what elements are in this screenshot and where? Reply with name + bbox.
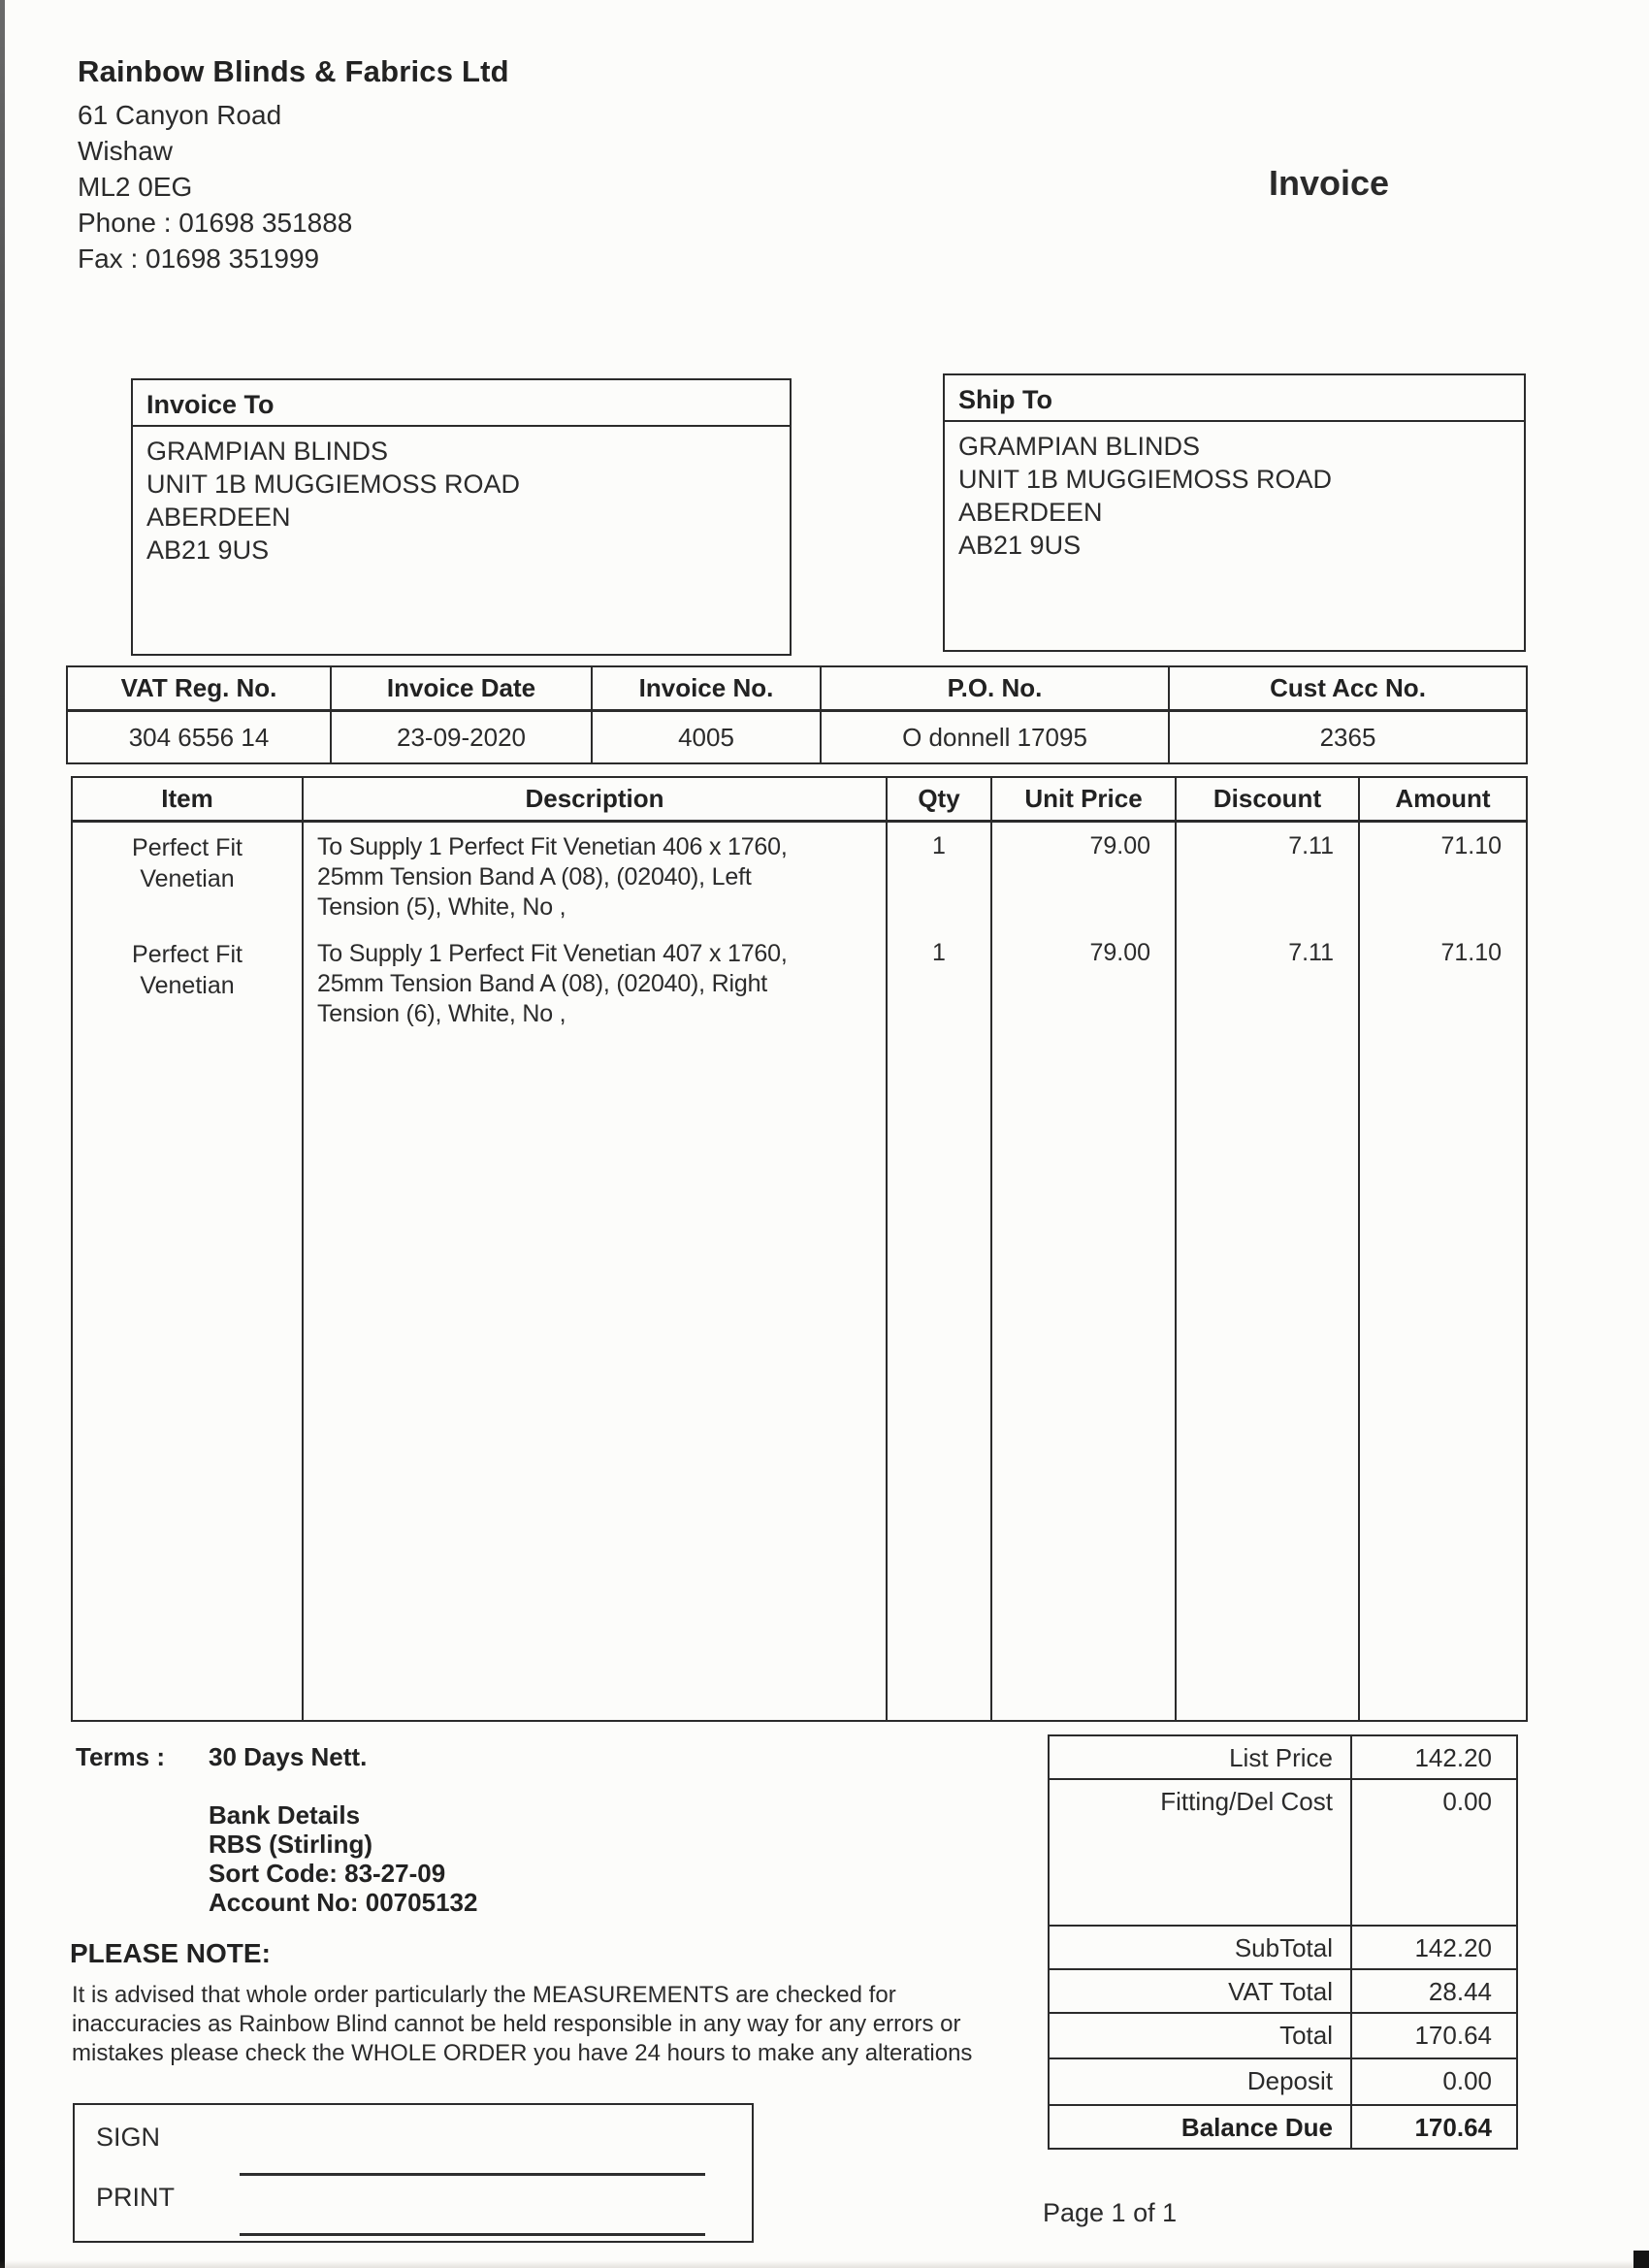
table-row-1-amount: 71.10 [1440, 832, 1502, 859]
totals-value: 0.00 [1442, 2066, 1492, 2095]
meta-value-invoice-no: 4005 [593, 712, 822, 762]
description-line: To Supply 1 Perfect Fit Venetian 406 x 1760, [317, 833, 788, 860]
table-row-2-amount: 71.10 [1440, 939, 1502, 966]
table-row-2-discount: 7.11 [1177, 929, 1360, 1720]
company-address [78, 97, 352, 276]
company-address-line: 61 Canyon Road [78, 100, 282, 130]
items-header-item: Item [73, 778, 304, 823]
totals-label: SubTotal [1050, 1927, 1352, 1968]
company-name: Rainbow Blinds & Fabrics Ltd [78, 54, 509, 88]
totals-table [1048, 1734, 1518, 2150]
bank-details [209, 1800, 477, 1917]
document-title: Invoice [1269, 163, 1390, 203]
company-fax: Fax : 01698 351999 [78, 243, 320, 274]
scan-corner-artifact [1633, 2251, 1649, 2268]
terms-label: Terms : [76, 1742, 165, 1771]
totals-value: 170.64 [1414, 2113, 1492, 2142]
meta-header-cust-acc: Cust Acc No. [1170, 667, 1526, 712]
meta-value-invoice-date: 23-09-2020 [332, 712, 593, 762]
bank-details-heading: Bank Details [209, 1800, 361, 1830]
sign-line [240, 2173, 705, 2176]
totals-label: Balance Due [1050, 2106, 1352, 2148]
items-header-unit-price: Unit Price [992, 778, 1177, 823]
table-row-2-item [73, 929, 304, 1720]
page-number: Page 1 of 1 [1043, 2198, 1178, 2227]
table-row-1-item [73, 823, 304, 929]
totals-row-balance-due [1050, 2106, 1516, 2148]
totals-value: 170.64 [1414, 2021, 1492, 2050]
table-row-2-unit-price: 79.00 [992, 929, 1177, 1720]
ship-to-line: GRAMPIAN BLINDS [958, 432, 1201, 461]
please-note-heading: PLEASE NOTE: [70, 1938, 271, 1968]
ship-to-line: ABERDEEN [958, 498, 1103, 527]
totals-label: Deposit [1050, 2059, 1352, 2104]
bank-account-no: Account No: 00705132 [209, 1888, 478, 1917]
signature-box [73, 2103, 754, 2243]
table-row-1-discount: 7.11 [1177, 823, 1360, 929]
totals-row-deposit [1050, 2059, 1516, 2106]
items-header-qty: Qty [888, 778, 992, 823]
meta-header-vat-reg: VAT Reg. No. [68, 667, 332, 712]
meta-value-vat-reg: 304 6556 14 [68, 712, 332, 762]
meta-header-invoice-no: Invoice No. [593, 667, 822, 712]
meta-value-po-no: O donnell 17095 [822, 712, 1170, 762]
items-header-amount: Amount [1360, 778, 1526, 823]
table-row-2-qty: 1 [888, 929, 992, 1720]
please-note-body: It is advised that whole order particularly the MEASUREMENTS are checked for inaccuracies as Rainbow Blind cannot be held responsible in any way for any errors or mistakes please check the WHOLE ORDER you have 24 hours to make any alterations [72, 1982, 973, 2066]
invoice-to-address [133, 427, 790, 574]
invoice-to-box [131, 378, 792, 656]
description-line: 25mm Tension Band A (08), (02040), Left [317, 863, 752, 891]
invoice-meta-table [66, 665, 1528, 764]
table-row-1-description [304, 823, 888, 929]
table-row-2-description [304, 929, 888, 1720]
sign-label: SIGN [96, 2122, 161, 2152]
meta-header-invoice-date: Invoice Date [332, 667, 593, 712]
table-row-1-unit-price: 79.00 [992, 823, 1177, 929]
description-line: Tension (6), White, No , [317, 1000, 566, 1027]
ship-to-line: AB21 9US [958, 531, 1082, 560]
invoice-to-header: Invoice To [133, 380, 790, 427]
totals-label: Total [1050, 2014, 1352, 2057]
bank-name: RBS (Stirling) [209, 1830, 372, 1859]
item-name: Perfect Fit Venetian [132, 941, 242, 999]
totals-row-list-price [1050, 1736, 1516, 1780]
items-header-description: Description [304, 778, 888, 823]
ship-to-box [943, 373, 1526, 652]
scan-left-edge-artifact [0, 0, 5, 2268]
meta-value-cust-acc: 2365 [1319, 722, 1376, 752]
totals-value: 142.20 [1414, 1933, 1492, 1962]
company-phone: Phone : 01698 351888 [78, 208, 353, 238]
description-line: 25mm Tension Band A (08), (02040), Right [317, 970, 768, 997]
ship-to-address [945, 422, 1524, 569]
line-items-table [71, 776, 1528, 1722]
totals-row-fitting-del-cost [1050, 1780, 1516, 1927]
description-line: Tension (5), White, No , [317, 893, 566, 921]
totals-value: 0.00 [1442, 1787, 1492, 1816]
table-row-1-qty: 1 [888, 823, 992, 929]
items-header-discount: Discount [1177, 778, 1360, 823]
totals-label: Fitting/Del Cost [1050, 1780, 1352, 1925]
ship-to-line: UNIT 1B MUGGIEMOSS ROAD [958, 465, 1333, 494]
totals-label: VAT Total [1050, 1970, 1352, 2012]
terms-value: 30 Days Nett. [209, 1742, 368, 1771]
totals-row-total [1050, 2014, 1516, 2059]
totals-value: 28.44 [1428, 1977, 1492, 2006]
totals-label: List Price [1050, 1736, 1352, 1778]
item-name: Perfect Fit Venetian [132, 834, 242, 892]
description-line: To Supply 1 Perfect Fit Venetian 407 x 1760, [317, 940, 788, 967]
invoice-to-line: ABERDEEN [146, 502, 291, 532]
totals-row-vat-total [1050, 1970, 1516, 2014]
invoice-to-line: AB21 9US [146, 535, 270, 565]
print-label: PRINT [96, 2183, 175, 2212]
totals-value: 142.20 [1414, 1743, 1492, 1772]
company-address-line: ML2 0EG [78, 172, 193, 202]
print-line [240, 2233, 705, 2236]
ship-to-header: Ship To [945, 375, 1524, 422]
invoice-to-line: UNIT 1B MUGGIEMOSS ROAD [146, 470, 521, 499]
totals-row-subtotal [1050, 1927, 1516, 1970]
meta-header-po-no: P.O. No. [822, 667, 1170, 712]
bank-sort-code: Sort Code: 83-27-09 [209, 1859, 446, 1888]
scan-bottom-edge-artifact [0, 2260, 1649, 2268]
company-address-line: Wishaw [78, 136, 174, 166]
invoice-to-line: GRAMPIAN BLINDS [146, 437, 389, 466]
